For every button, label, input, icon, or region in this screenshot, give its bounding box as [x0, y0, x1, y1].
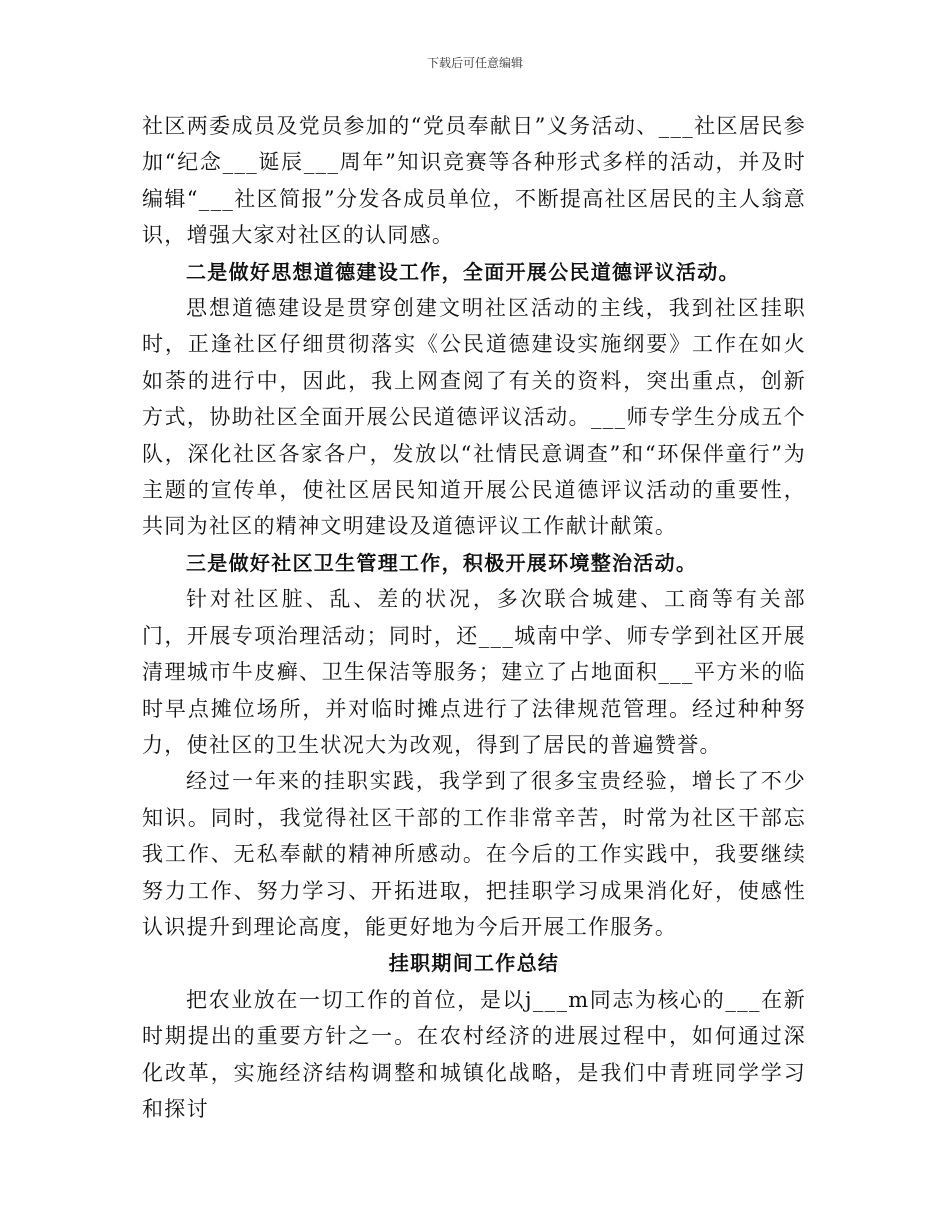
paragraph-agriculture: 把农业放在一切工作的首位，是以j___m同志为核心的___在新时期提出的重要方针之一。在农村经济的进展过程中，如何通过深化改革，实施经济结构调整和城镇化战略，是我们中青班同学学习和探讨 — [142, 987, 806, 1121]
document-title: 挂职期间工作总结 — [388, 951, 560, 976]
paragraph-sanitation: 针对社区脏、乱、差的状况，多次联合城建、工商等有关部门，开展专项治理活动；同时，还___城南中学、师专学到社区开展清理城市牛皮癣、卫生保洁等服务；建立了占地面积___平方米的临时早点摊位场所，并对临时摊点进行了法律规范管理。经过种种努力，使社区的卫生状况大为改观，得到了居民的普遍赞誉。 — [142, 587, 806, 757]
page-header: 下载后可任意编辑 — [426, 56, 523, 70]
document-body — [142, 108, 806, 1127]
section-heading-3: 三是做好社区卫生管理工作，积极开展环境整治活动。 — [186, 550, 698, 575]
paragraph-reflection: 经过一年来的挂职实践，我学到了很多宝贵经验，增长了不少知识。同时，我觉得社区干部的工作非常辛苦，时常为社区干部忘我工作、无私奉献的精神所感动。在今后的工作实践中，我要继续努力工作、努力学习、开拓进取，把挂职学习成果消化好，使感性认识提升到理论高度，能更好地为今后开展工作服务。 — [142, 769, 806, 939]
section-heading-2: 二是做好思想道德建设工作，全面开展公民道德评议活动。 — [186, 259, 740, 284]
paragraph-moral-construction: 思想道德建设是贯穿创建文明社区活动的主线，我到社区挂职时，正逢社区仔细贯彻落实《公民道德建设实施纲要》工作在如火如荼的进行中，因此，我上网查阅了有关的资料，突出重点，创新方式，协助社区全面开展公民道德评议活动。___师专学生分成五个队，深化社区各家各户，发放以“社情民意调查”和“环保伴童行”为主题的宣传单，使社区居民知道开展公民道德评议活动的重要性，共同为社区的精神文明建设及道德评议工作献计献策。 — [142, 296, 806, 539]
paragraph-continued: 社区两委成员及党员参加的“党员奉献日”义务活动、___社区居民参加“纪念___诞辰___周年”知识竞赛等各种形式多样的活动，并及时编辑“___社区简报”分发各成员单位，不断提高社区居民的主人翁意识，增强大家对社区的认同感。 — [142, 114, 806, 248]
